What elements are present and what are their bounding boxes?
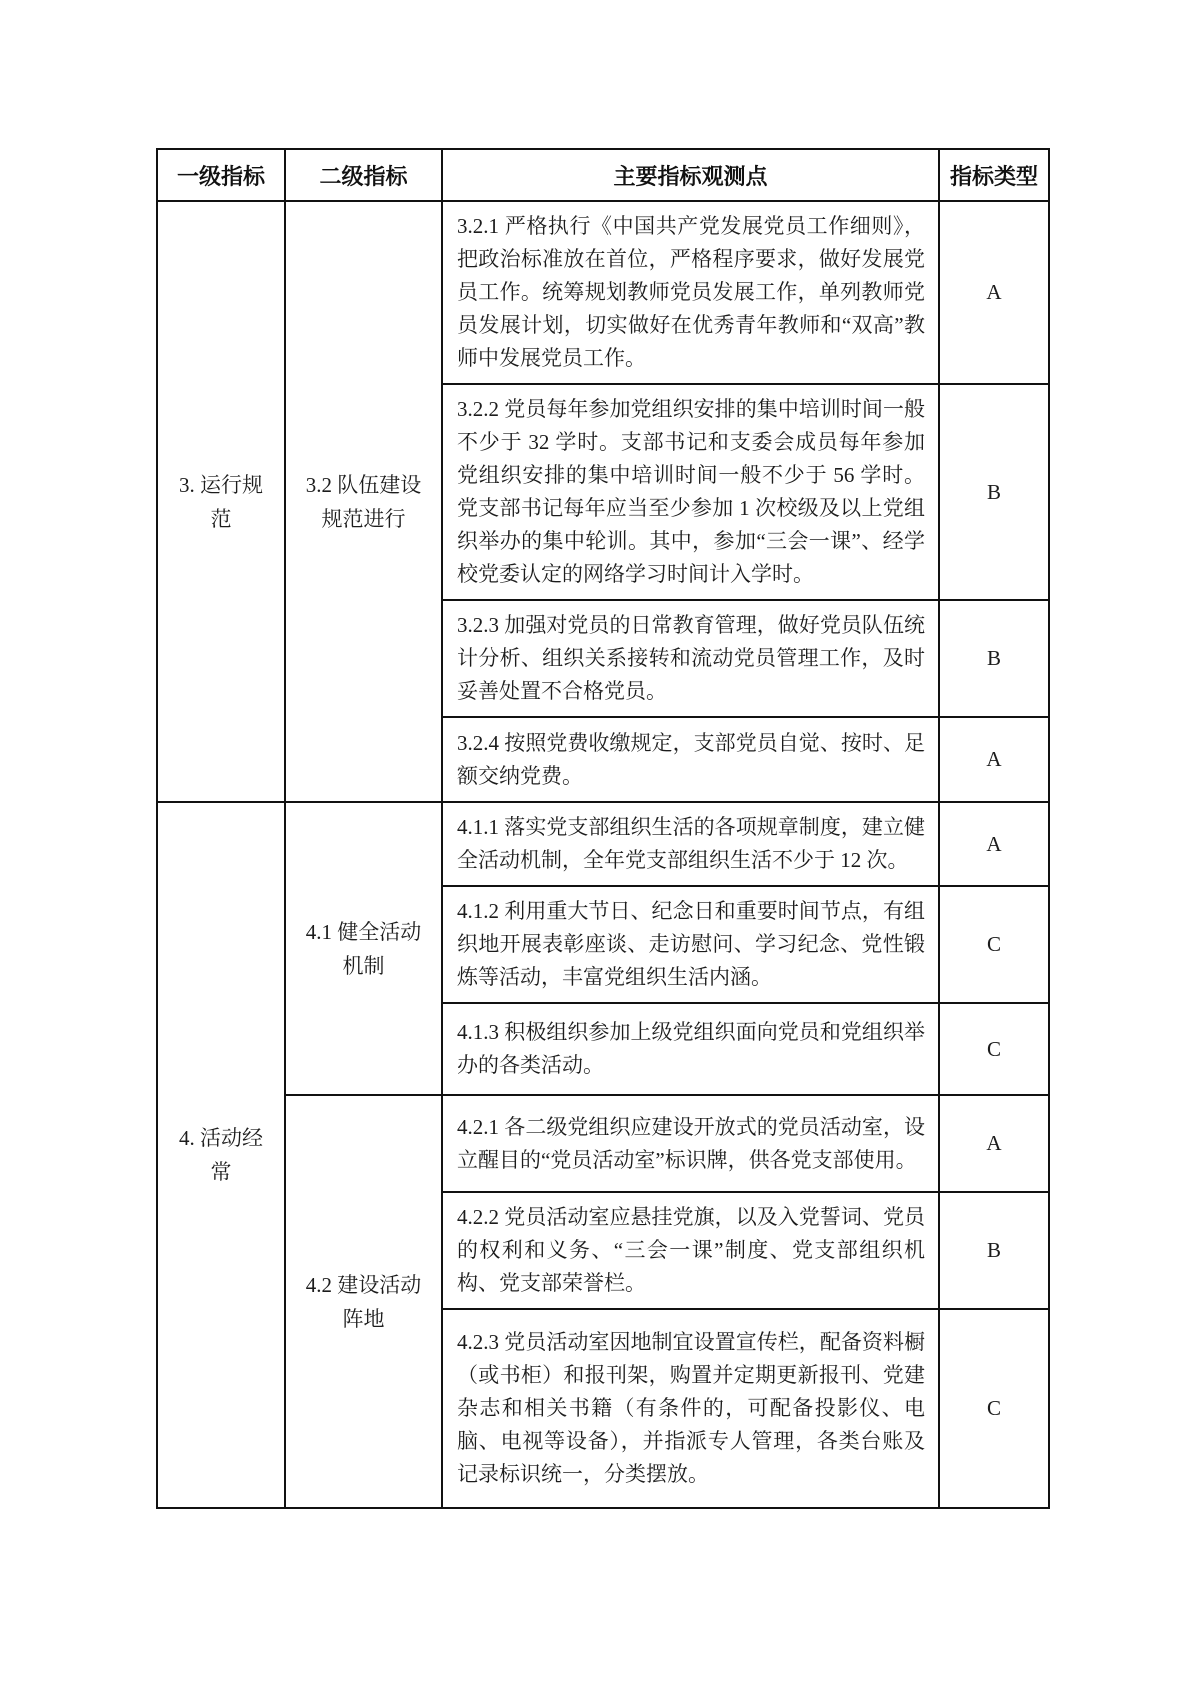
indicator-type-cell: B [939, 600, 1049, 717]
observation-cell: 3.2.3 加强对党员的日常教育管理，做好党员队伍统计分析、组织关系接转和流动党员管理工作，及时妥善处置不合格党员。 [442, 600, 939, 717]
indicator-type-cell: A [939, 201, 1049, 384]
observation-cell: 4.2.3 党员活动室因地制宜设置宣传栏，配备资料橱（或书柜）和报刊架，购置并定期更新报刊、党建杂志和相关书籍（有条件的，可配备投影仪、电脑、电视等设备），并指派专人管理，各类台账及记录标识统一，分类摆放。 [442, 1309, 939, 1508]
level2-indicator-cell: 4.2 建设活动阵地 [285, 1095, 442, 1508]
column-header-observation: 主要指标观测点 [442, 149, 939, 201]
indicator-type-cell: A [939, 1095, 1049, 1192]
indicator-type-cell: C [939, 1003, 1049, 1095]
table-row [157, 802, 1049, 886]
column-header-level2: 二级指标 [285, 149, 442, 201]
indicator-type-cell: C [939, 886, 1049, 1003]
table-header-row [157, 149, 1049, 201]
observation-cell: 3.2.1 严格执行《中国共产党发展党员工作细则》，把政治标准放在首位，严格程序要求，做好发展党员工作。统筹规划教师党员发展工作，单列教师党员发展计划，切实做好在优秀青年教师和“双高”教师中发展党员工作。 [442, 201, 939, 384]
indicator-type-cell: A [939, 802, 1049, 886]
level1-indicator-cell: 4. 活动经常 [157, 802, 285, 1508]
indicator-type-cell: C [939, 1309, 1049, 1508]
table-row [157, 1095, 1049, 1192]
observation-cell: 3.2.2 党员每年参加党组织安排的集中培训时间一般不少于 32 学时。支部书记和支委会成员每年参加党组织安排的集中培训时间一般不少于 56 学时。党支部书记每年应当至少参加 1 次校级及以上党组织举办的集中轮训。其中，参加“三会一课”、经学校党委认定的网络学习时间计入学时。 [442, 384, 939, 600]
level2-indicator-cell: 3.2 队伍建设规范进行 [285, 201, 442, 802]
indicator-type-cell: B [939, 1192, 1049, 1309]
observation-cell: 4.2.2 党员活动室应悬挂党旗，以及入党誓词、党员的权利和义务、“三会一课”制度、党支部组织机构、党支部荣誉栏。 [442, 1192, 939, 1309]
level1-indicator-cell: 3. 运行规范 [157, 201, 285, 802]
observation-cell: 4.1.1 落实党支部组织生活的各项规章制度，建立健全活动机制，全年党支部组织生活不少于 12 次。 [442, 802, 939, 886]
indicator-table [156, 148, 1050, 1509]
indicator-type-cell: A [939, 717, 1049, 802]
indicator-type-cell: B [939, 384, 1049, 600]
column-header-level1: 一级指标 [157, 149, 285, 201]
observation-cell: 3.2.4 按照党费收缴规定，支部党员自觉、按时、足额交纳党费。 [442, 717, 939, 802]
observation-cell: 4.1.3 积极组织参加上级党组织面向党员和党组织举办的各类活动。 [442, 1003, 939, 1095]
column-header-type: 指标类型 [939, 149, 1049, 201]
observation-cell: 4.2.1 各二级党组织应建设开放式的党员活动室，设立醒目的“党员活动室”标识牌，供各党支部使用。 [442, 1095, 939, 1192]
table-row [157, 201, 1049, 384]
observation-cell: 4.1.2 利用重大节日、纪念日和重要时间节点，有组织地开展表彰座谈、走访慰问、学习纪念、党性锻炼等活动，丰富党组织生活内涵。 [442, 886, 939, 1003]
level2-indicator-cell: 4.1 健全活动机制 [285, 802, 442, 1095]
